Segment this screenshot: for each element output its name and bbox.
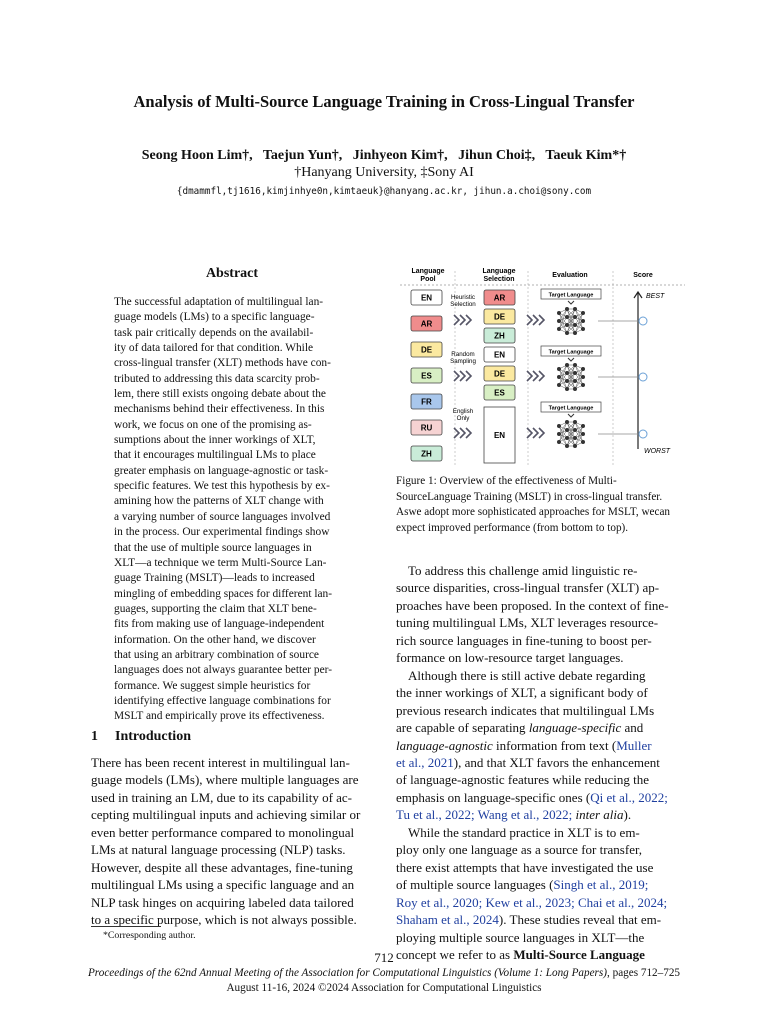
selection-bottom-label: EN xyxy=(493,431,506,440)
selection-label-zh: ZH xyxy=(494,331,505,341)
text-line: greater emphasis on language-agnostic or task- xyxy=(114,464,329,477)
score-worst-label: WORST xyxy=(644,448,671,455)
text-line: a varying number of source languages involved xyxy=(114,510,331,523)
text-line: task pair critically depends on the availabil- xyxy=(114,326,314,339)
text-line: even better performance compared to monolingual xyxy=(91,824,355,840)
text-line: The successful adaptation of multilingual lan- xyxy=(114,296,324,308)
text-line: guages, supporting the claim that XLT bene- xyxy=(114,602,317,615)
paragraph-multi-source: While the standard practice in XLT is to em- ploy only one language as a source for transfer, there exist attempts that have investigated the use of multiple source languages (Singh et al., 2019; Roy et al., 2020; Kew et al., 2023; Chai et al., 2024; Shaham et al., 2024). These studies reveal that em- ploying multiple source languages in XLT—the concept we refer to as Multi-Source Language xyxy=(396,824,681,964)
arrow-eval-top xyxy=(527,315,544,325)
pool-label-zh: ZH xyxy=(421,449,432,459)
language-pool xyxy=(411,290,442,461)
abstract-heading: Abstract xyxy=(205,266,259,281)
citation-link[interactable]: Tu et al., 2022; Wang et al., 2022; xyxy=(396,807,573,823)
text-line: tuning multilingual LMs, XLT leverages resource- xyxy=(396,615,659,631)
text-line: can expect improved performance (from bottom to top). xyxy=(396,506,671,534)
paragraph-debate: Although there is still active debate regarding the inner workings of XLT, a significant body of previous research indicates that multilingual LMs are capable of separating language-specific and language-agnostic information from text (Muller et al., 2021), and that XLT favors the enhancement of language-agnostic features while reducing the emphasis on language-specific ones (Qi et al., 2022; Tu et al., 2022; Wang et al., 2022; inter alia). xyxy=(396,667,668,823)
text-line: XLT—a technique we term Multi-Source Lan- xyxy=(114,556,327,569)
arrow-heuristic xyxy=(454,315,471,325)
figure-caption xyxy=(396,474,681,536)
affiliations: †Hanyang University, ‡Sony AI xyxy=(294,165,474,180)
venue-line: Proceedings of the 62nd Annual Meeting of the Association for Computational Linguistics (Volume 1: Long Papers), pages 712–725 xyxy=(87,967,681,979)
evaluation-top xyxy=(541,289,601,335)
text-line: NLP task hinges on acquiring labeled data tailored xyxy=(91,894,354,910)
pool-label-es: ES xyxy=(421,371,432,381)
introduction-paragraph xyxy=(91,754,381,929)
citation-link[interactable]: et al., 2021 xyxy=(396,754,454,770)
pool-label-de: DE xyxy=(420,345,433,355)
score-point-bottom xyxy=(639,430,647,438)
pool-label-ar: AR xyxy=(420,319,433,329)
text-line: guage Training (MSLT)—leads to increased xyxy=(114,572,315,585)
evaluation-mid xyxy=(541,346,601,391)
text-line: guage models (LMs), where multiple languages are xyxy=(91,772,359,788)
right-column xyxy=(396,562,681,963)
neural-network-icon xyxy=(557,363,585,391)
text-line: languages does not always guarantee better per- xyxy=(114,664,333,677)
section-number: 1 xyxy=(91,729,98,744)
footnote-rule xyxy=(91,926,161,927)
score-point-top xyxy=(639,317,647,325)
paragraph-xlt-challenge xyxy=(396,562,681,667)
language-selection xyxy=(484,290,515,400)
text-line: cross-lingual transfer (XLT) methods have con- xyxy=(114,357,331,370)
text-line: guage models (LMs) to a specific language- xyxy=(114,311,315,324)
text-line: that it encourages multilingual LMs to place xyxy=(114,449,316,462)
selection-label-es: ES xyxy=(494,388,505,398)
english-label-2: Only xyxy=(456,415,470,422)
english-label-1: English xyxy=(452,408,474,415)
text-line: ity of data tailored for that condition. While xyxy=(114,342,314,355)
text-line: that using an arbitrary combination of source xyxy=(114,648,319,661)
text-line: proaches have been proposed. In the context of fine- xyxy=(396,597,669,613)
text-line: formance on low-resource target languages. xyxy=(396,650,624,666)
citation-link[interactable]: Muller xyxy=(616,737,652,753)
text-line: However, despite all these advantages, fine-tuning xyxy=(91,859,353,875)
text-line: cepting multilingual inputs and achieving similar or xyxy=(91,807,361,823)
text-line: that the use of multiple source languages in xyxy=(114,541,312,554)
text-line: lem, there still exists ongoing debate about the xyxy=(114,388,326,401)
heuristic-label-1: Heuristic xyxy=(450,294,476,301)
header-evaluation: Evaluation xyxy=(552,272,588,279)
arrow-random xyxy=(454,371,471,381)
section-heading xyxy=(91,729,381,745)
selection-label-de: DE xyxy=(493,312,506,322)
arrow-english xyxy=(454,428,471,438)
text-line: mingling of embedding spaces for different lan- xyxy=(114,587,333,600)
target-label-mid: Target Language xyxy=(548,349,594,356)
text-line: amining how the patterns of XLT change with xyxy=(114,495,324,508)
heuristic-label-2: Selection xyxy=(450,301,476,308)
text-line: Figure 1: Overview of the effectiveness of Multi-Source xyxy=(396,475,617,503)
pool-label-ru: RU xyxy=(420,423,433,433)
text-line: sumptions about the inner workings of XLT, xyxy=(114,434,316,447)
text-line: identifying effective language combinations for xyxy=(114,694,331,707)
text-line: Language Training (MSLT) in cross-lingual transfer. As xyxy=(396,490,663,519)
text-line: LMs at natural language processing (NLP) tasks. xyxy=(91,842,346,858)
selection-label-de: DE xyxy=(493,369,506,379)
section-title: Introduction xyxy=(115,729,191,744)
paper-title: Analysis of Multi-Source Language Training in Cross-Lingual Transfer xyxy=(133,92,635,111)
arrow-eval-mid xyxy=(527,371,544,381)
text-line: To address this challenge amid linguistic re- xyxy=(408,563,638,578)
citation-link[interactable]: Roy et al., 2020; Kew et al., 2023; Chai et al., 2024; xyxy=(396,894,668,910)
selection-label-en: EN xyxy=(493,350,506,360)
text-line: formance. We suggest simple heuristics for xyxy=(114,679,311,692)
text-line: work, we focus on one of the promising as- xyxy=(114,418,312,431)
text-line: in the process. Our experimental findings show xyxy=(114,526,330,539)
random-label-2: Sampling xyxy=(450,358,476,365)
evaluation-bottom xyxy=(541,402,601,448)
text-line: we adopt more sophisticated approaches for MSLT, we xyxy=(408,506,655,519)
target-label-bottom: Target Language xyxy=(548,405,594,412)
pool-label-en: EN xyxy=(420,293,433,303)
score-point-mid xyxy=(639,373,647,381)
arrow-eval-bottom xyxy=(527,428,544,438)
header-selection-line1: Language xyxy=(482,268,516,275)
author-emails: {dmammfl,tj1616,kimjinhye0n,kimtaeuk}@hanyang.ac.kr, jihun.a.choi@sony.com xyxy=(176,186,592,197)
text-line: There has been recent interest in multilingual lan- xyxy=(91,755,350,770)
header-selection-line2: Selection xyxy=(483,276,515,283)
page-number: 712 xyxy=(374,950,394,965)
neural-network-icon xyxy=(557,307,585,335)
text-line: used in training an LM, due to its capability of ac- xyxy=(91,789,353,805)
score-best-label: BEST xyxy=(646,293,665,300)
citation-link[interactable]: Qi et al., 2022; xyxy=(590,789,668,805)
text-line: source disparities, cross-lingual transfer (XLT) ap- xyxy=(396,580,660,596)
text-line: information. On the other hand, we discover xyxy=(114,633,316,646)
text-line: multilingual LMs using a specific language and an xyxy=(91,877,355,893)
target-label-top: Target Language xyxy=(548,292,594,299)
header-pool-line2: Pool xyxy=(420,276,436,283)
text-line: tributed to addressing this data scarcity prob- xyxy=(114,372,320,385)
author-list: Seong Hoon Lim†, Taejun Yun†, Jinhyeon Kim†, Jihun Choi‡, Taeuk Kim*† xyxy=(141,148,627,163)
footnote: *Corresponding author. xyxy=(103,930,196,941)
citation-link[interactable]: Shaham et al., 2024 xyxy=(396,912,499,928)
header-pool-line1: Language xyxy=(411,268,445,275)
pool-label-fr: FR xyxy=(421,397,432,407)
figure-1 xyxy=(400,263,685,468)
text-line: to a specific purpose, which is not always possible. xyxy=(91,912,357,928)
abstract-body xyxy=(114,295,352,725)
random-label-1: Random xyxy=(451,351,475,358)
neural-network-icon xyxy=(557,420,585,448)
selection-label-ar: AR xyxy=(493,293,506,303)
text-line: MSLT and empirically prove its effectiveness. xyxy=(114,710,325,723)
text-line: fits from making use of language-independent xyxy=(114,618,325,631)
header-score: Score xyxy=(633,272,653,279)
text-line: mechanisms behind their effectiveness. In this xyxy=(114,403,325,416)
text-line: specific features. We test this hypothesis by ex- xyxy=(114,480,330,493)
text-line: rich source languages in fine-tuning to boost per- xyxy=(396,632,652,648)
citation-link[interactable]: Singh et al., 2019; xyxy=(553,877,649,893)
copyright-line: August 11-16, 2024 ©2024 Association for Computational Linguistics xyxy=(226,982,542,994)
